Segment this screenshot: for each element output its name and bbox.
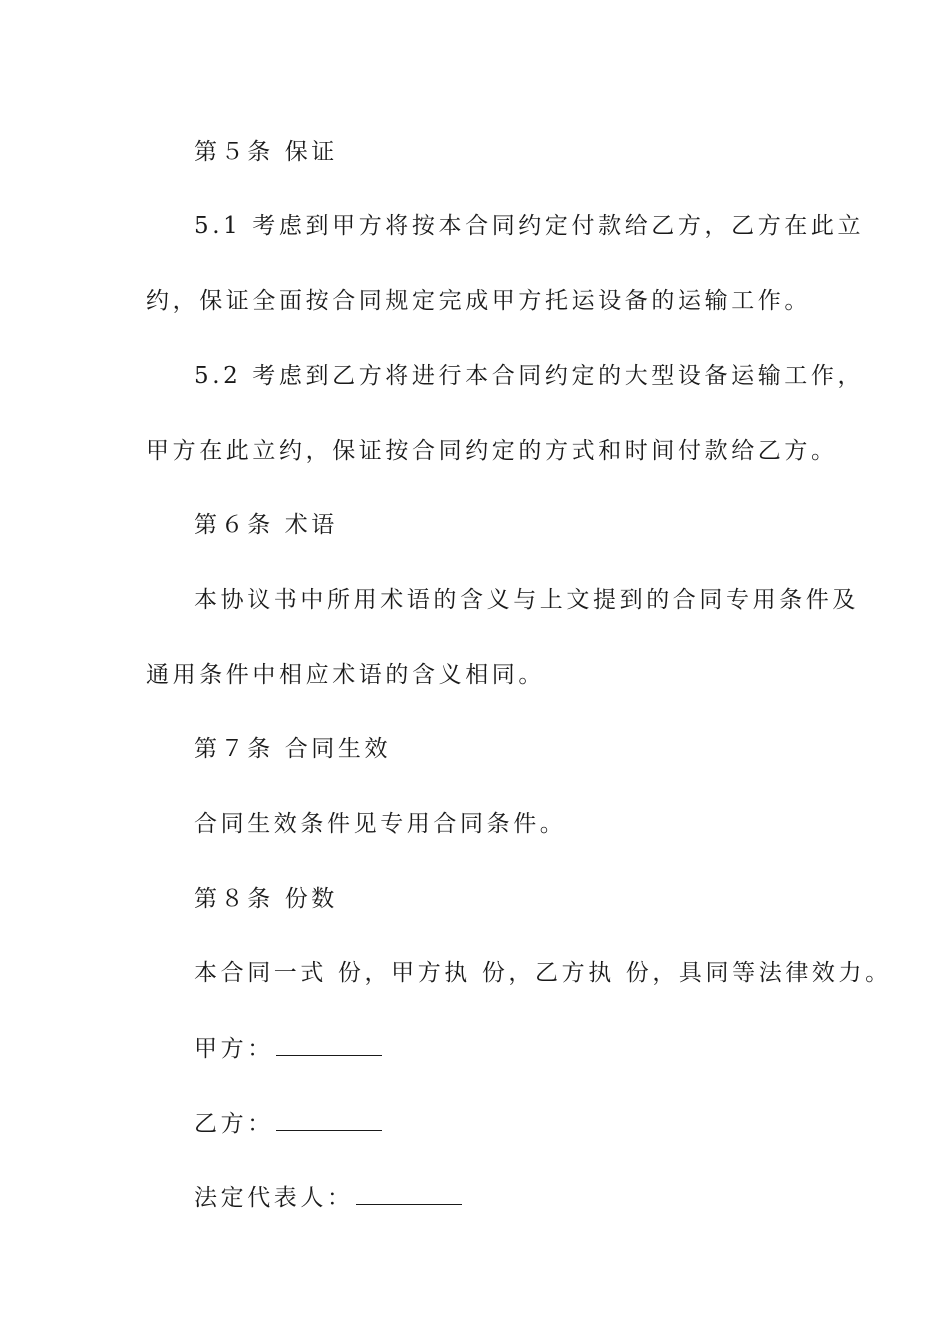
clause-5-1-line-1: 5.1 考虑到甲方将按本合同约定付款给乙方，乙方在此立 [194,213,865,239]
clause-5-2-line-2: 甲方在此立约，保证按合同约定的方式和时间付款给乙方。 [146,438,838,464]
legal-rep-label: 法定代表人： [194,1185,354,1211]
party-b-signature [194,1108,382,1139]
legal-rep-signature [194,1182,462,1213]
party-b-blank-line [276,1108,382,1131]
article-6-line-2: 通用条件中相应术语的含义相同。 [146,662,545,688]
article-7-line-1: 合同生效条件见专用合同条件。 [194,811,567,837]
party-b-label: 乙方： [194,1111,274,1137]
legal-rep-blank-line [356,1182,462,1205]
party-a-label: 甲方： [194,1036,274,1062]
article-5-heading: 第５条 保证 [194,139,338,165]
article-7-heading: 第７条 合同生效 [194,736,392,762]
clause-5-1-line-2: 约，保证全面按合同规定完成甲方托运设备的运输工作。 [146,288,811,314]
party-a-blank-line [276,1033,382,1056]
article-8-heading: 第８条 份数 [194,886,338,912]
party-a-signature [194,1033,382,1064]
clause-5-2-line-1: 5.2 考虑到乙方将进行本合同约定的大型设备运输工作， [194,363,865,389]
article-6-heading: 第６条 术语 [194,512,338,538]
article-8-line-1: 本合同一式 份，甲方执 份，乙方执 份，具同等法律效力。 [194,960,892,986]
article-6-line-1: 本协议书中所用术语的含义与上文提到的合同专用条件及 [194,587,859,613]
